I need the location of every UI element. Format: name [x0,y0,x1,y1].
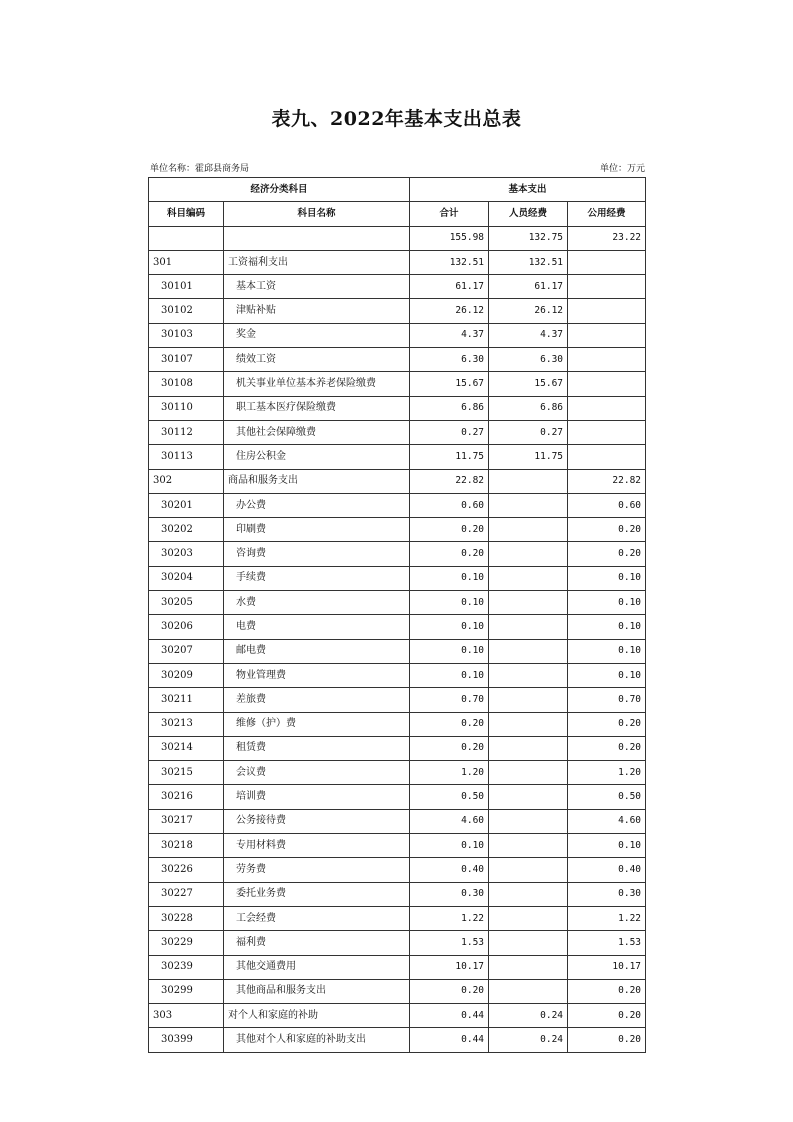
cell-public: 0.20 [568,736,646,760]
cell-code: 30228 [149,906,224,930]
cell-total: 0.30 [410,882,489,906]
header-total: 合计 [410,202,489,226]
cell-personnel [489,761,568,785]
table-row [149,323,646,347]
table-row [149,882,646,906]
cell-total: 0.44 [410,1004,489,1028]
cell-name: 福利费 [224,931,410,955]
cell-personnel [489,518,568,542]
cell-code: 30110 [149,396,224,420]
table-row [149,785,646,809]
cell-code [149,226,224,250]
cell-code: 30229 [149,931,224,955]
cell-public: 0.10 [568,663,646,687]
cell-code: 30217 [149,809,224,833]
cell-total: 10.17 [410,955,489,979]
table-row [149,299,646,323]
cell-personnel [489,688,568,712]
cell-name: 维修（护）费 [224,712,410,736]
cell-personnel [489,882,568,906]
table-row [149,348,646,372]
cell-personnel [489,566,568,590]
cell-name: 公务接待费 [224,809,410,833]
table-row [149,736,646,760]
cell-public: 0.40 [568,858,646,882]
cell-code: 30204 [149,566,224,590]
cell-name: 机关事业单位基本养老保险缴费 [224,372,410,396]
cell-public: 0.20 [568,518,646,542]
header-group-row [149,178,646,202]
cell-personnel [489,712,568,736]
cell-code: 30218 [149,834,224,858]
cell-personnel [489,785,568,809]
cell-public: 0.20 [568,979,646,1003]
cell-personnel: 26.12 [489,299,568,323]
cell-total: 0.20 [410,542,489,566]
header-code: 科目编码 [149,202,224,226]
cell-code: 30108 [149,372,224,396]
cell-public: 1.22 [568,906,646,930]
cell-code: 30107 [149,348,224,372]
page-title: 表九、2022年基本支出总表 [271,108,522,130]
cell-code: 30214 [149,736,224,760]
cell-public: 0.20 [568,712,646,736]
cell-total: 132.51 [410,250,489,274]
cell-personnel: 11.75 [489,445,568,469]
cell-personnel [489,639,568,663]
cell-total: 0.10 [410,834,489,858]
table-row [149,591,646,615]
cell-personnel [489,736,568,760]
cell-public [568,250,646,274]
table-row [149,1004,646,1028]
cell-personnel: 4.37 [489,323,568,347]
cell-personnel: 61.17 [489,275,568,299]
cell-total: 1.20 [410,761,489,785]
table-row [149,906,646,930]
cell-public: 0.10 [568,566,646,590]
cell-total: 0.10 [410,591,489,615]
cell-personnel [489,931,568,955]
header-column-row [149,202,646,226]
cell-personnel [489,591,568,615]
cell-code: 30299 [149,979,224,1003]
cell-code: 30239 [149,955,224,979]
cell-public: 0.20 [568,542,646,566]
cell-public: 0.10 [568,639,646,663]
table-row [149,688,646,712]
cell-public: 10.17 [568,955,646,979]
cell-code: 30211 [149,688,224,712]
header-personnel: 人员经费 [489,202,568,226]
table-row [149,931,646,955]
cell-public [568,323,646,347]
cell-code: 30206 [149,615,224,639]
cell-public: 23.22 [568,226,646,250]
cell-name: 专用材料费 [224,834,410,858]
cell-code: 301 [149,250,224,274]
cell-code: 30102 [149,299,224,323]
basic-expenditure-table [148,177,646,1053]
cell-name: 工资福利支出 [224,250,410,274]
table-row [149,396,646,420]
table-row [149,493,646,517]
cell-code: 303 [149,1004,224,1028]
table-row [149,566,646,590]
cell-name: 对个人和家庭的补助 [224,1004,410,1028]
table-row [149,226,646,250]
cell-name: 租赁费 [224,736,410,760]
cell-name: 物业管理费 [224,663,410,687]
table-row [149,639,646,663]
table-row [149,955,646,979]
cell-personnel: 0.27 [489,420,568,444]
cell-public: 22.82 [568,469,646,493]
cell-name: 电费 [224,615,410,639]
cell-personnel [489,955,568,979]
cell-personnel: 15.67 [489,372,568,396]
cell-public: 4.60 [568,809,646,833]
cell-personnel: 0.24 [489,1004,568,1028]
table-row [149,469,646,493]
unit-name-label: 单位名称：霍邱县商务局 [150,164,250,174]
table-row [149,712,646,736]
cell-public: 0.20 [568,1004,646,1028]
cell-name: 水费 [224,591,410,615]
cell-total: 0.20 [410,979,489,1003]
cell-name: 邮电费 [224,639,410,663]
table-row [149,834,646,858]
table-row [149,761,646,785]
cell-total: 15.67 [410,372,489,396]
cell-name: 其他商品和服务支出 [224,979,410,1003]
table-body [149,226,646,1052]
table-row [149,979,646,1003]
table-row [149,809,646,833]
cell-total: 0.44 [410,1028,489,1052]
cell-personnel [489,615,568,639]
cell-name: 手续费 [224,566,410,590]
cell-total: 1.22 [410,906,489,930]
cell-code: 30101 [149,275,224,299]
cell-public [568,372,646,396]
cell-code: 30213 [149,712,224,736]
cell-total: 0.20 [410,712,489,736]
cell-name: 津贴补贴 [224,299,410,323]
cell-personnel [489,809,568,833]
cell-total: 0.10 [410,639,489,663]
cell-public [568,420,646,444]
cell-name: 工会经费 [224,906,410,930]
header-name: 科目名称 [224,202,410,226]
cell-name: 劳务费 [224,858,410,882]
cell-personnel: 6.30 [489,348,568,372]
cell-personnel [489,493,568,517]
cell-public [568,299,646,323]
cell-public: 0.30 [568,882,646,906]
cell-code: 30203 [149,542,224,566]
table-row [149,275,646,299]
cell-personnel: 132.75 [489,226,568,250]
cell-name: 印刷费 [224,518,410,542]
cell-name: 职工基本医疗保险缴费 [224,396,410,420]
table-row [149,372,646,396]
cell-name: 住房公积金 [224,445,410,469]
cell-personnel [489,858,568,882]
cell-total: 155.98 [410,226,489,250]
cell-public: 0.70 [568,688,646,712]
cell-public: 0.10 [568,615,646,639]
cell-total: 61.17 [410,275,489,299]
cell-name: 绩效工资 [224,348,410,372]
cell-name: 其他交通费用 [224,955,410,979]
cell-total: 0.50 [410,785,489,809]
cell-total: 0.20 [410,518,489,542]
cell-total: 26.12 [410,299,489,323]
cell-code: 30209 [149,663,224,687]
cell-code: 30202 [149,518,224,542]
cell-total: 6.86 [410,396,489,420]
table-row [149,518,646,542]
cell-name: 会议费 [224,761,410,785]
cell-total: 0.20 [410,736,489,760]
cell-total: 11.75 [410,445,489,469]
header-economic-classification: 经济分类科目 [149,178,410,202]
unit-label: 单位：万元 [599,164,645,174]
cell-code: 30399 [149,1028,224,1052]
cell-personnel [489,542,568,566]
cell-public: 0.10 [568,834,646,858]
cell-public [568,275,646,299]
table-row [149,250,646,274]
cell-public: 1.20 [568,761,646,785]
table-row [149,542,646,566]
table-row [149,420,646,444]
cell-total: 0.27 [410,420,489,444]
table-row [149,663,646,687]
cell-code: 30205 [149,591,224,615]
cell-total: 0.70 [410,688,489,712]
cell-public [568,396,646,420]
cell-public: 0.10 [568,591,646,615]
cell-name: 委托业务费 [224,882,410,906]
table-header [149,178,646,227]
cell-public: 0.50 [568,785,646,809]
cell-code: 30216 [149,785,224,809]
cell-total: 0.10 [410,566,489,590]
cell-total: 0.10 [410,615,489,639]
cell-name: 基本工资 [224,275,410,299]
cell-code: 30226 [149,858,224,882]
cell-total: 6.30 [410,348,489,372]
cell-code: 30112 [149,420,224,444]
cell-name [224,226,410,250]
cell-name: 咨询费 [224,542,410,566]
cell-total: 22.82 [410,469,489,493]
cell-personnel [489,979,568,1003]
cell-name: 其他对个人和家庭的补助支出 [224,1028,410,1052]
header-basic-expenditure: 基本支出 [410,178,646,202]
cell-personnel [489,469,568,493]
table-row [149,615,646,639]
cell-personnel: 132.51 [489,250,568,274]
cell-personnel: 0.24 [489,1028,568,1052]
header-public: 公用经费 [568,202,646,226]
cell-public: 1.53 [568,931,646,955]
cell-public: 0.20 [568,1028,646,1052]
cell-name: 奖金 [224,323,410,347]
cell-code: 30113 [149,445,224,469]
cell-personnel [489,906,568,930]
cell-name: 其他社会保障缴费 [224,420,410,444]
cell-name: 培训费 [224,785,410,809]
cell-code: 30215 [149,761,224,785]
cell-personnel [489,834,568,858]
table-row [149,445,646,469]
cell-personnel [489,663,568,687]
cell-total: 1.53 [410,931,489,955]
cell-public [568,348,646,372]
cell-total: 4.60 [410,809,489,833]
cell-name: 商品和服务支出 [224,469,410,493]
cell-public: 0.60 [568,493,646,517]
cell-total: 0.40 [410,858,489,882]
cell-total: 4.37 [410,323,489,347]
cell-code: 30207 [149,639,224,663]
cell-code: 30103 [149,323,224,347]
table-row [149,858,646,882]
cell-name: 差旅费 [224,688,410,712]
cell-code: 30227 [149,882,224,906]
cell-public [568,445,646,469]
cell-code: 30201 [149,493,224,517]
cell-personnel: 6.86 [489,396,568,420]
cell-total: 0.60 [410,493,489,517]
cell-total: 0.10 [410,663,489,687]
table-row [149,1028,646,1052]
cell-code: 302 [149,469,224,493]
cell-name: 办公费 [224,493,410,517]
